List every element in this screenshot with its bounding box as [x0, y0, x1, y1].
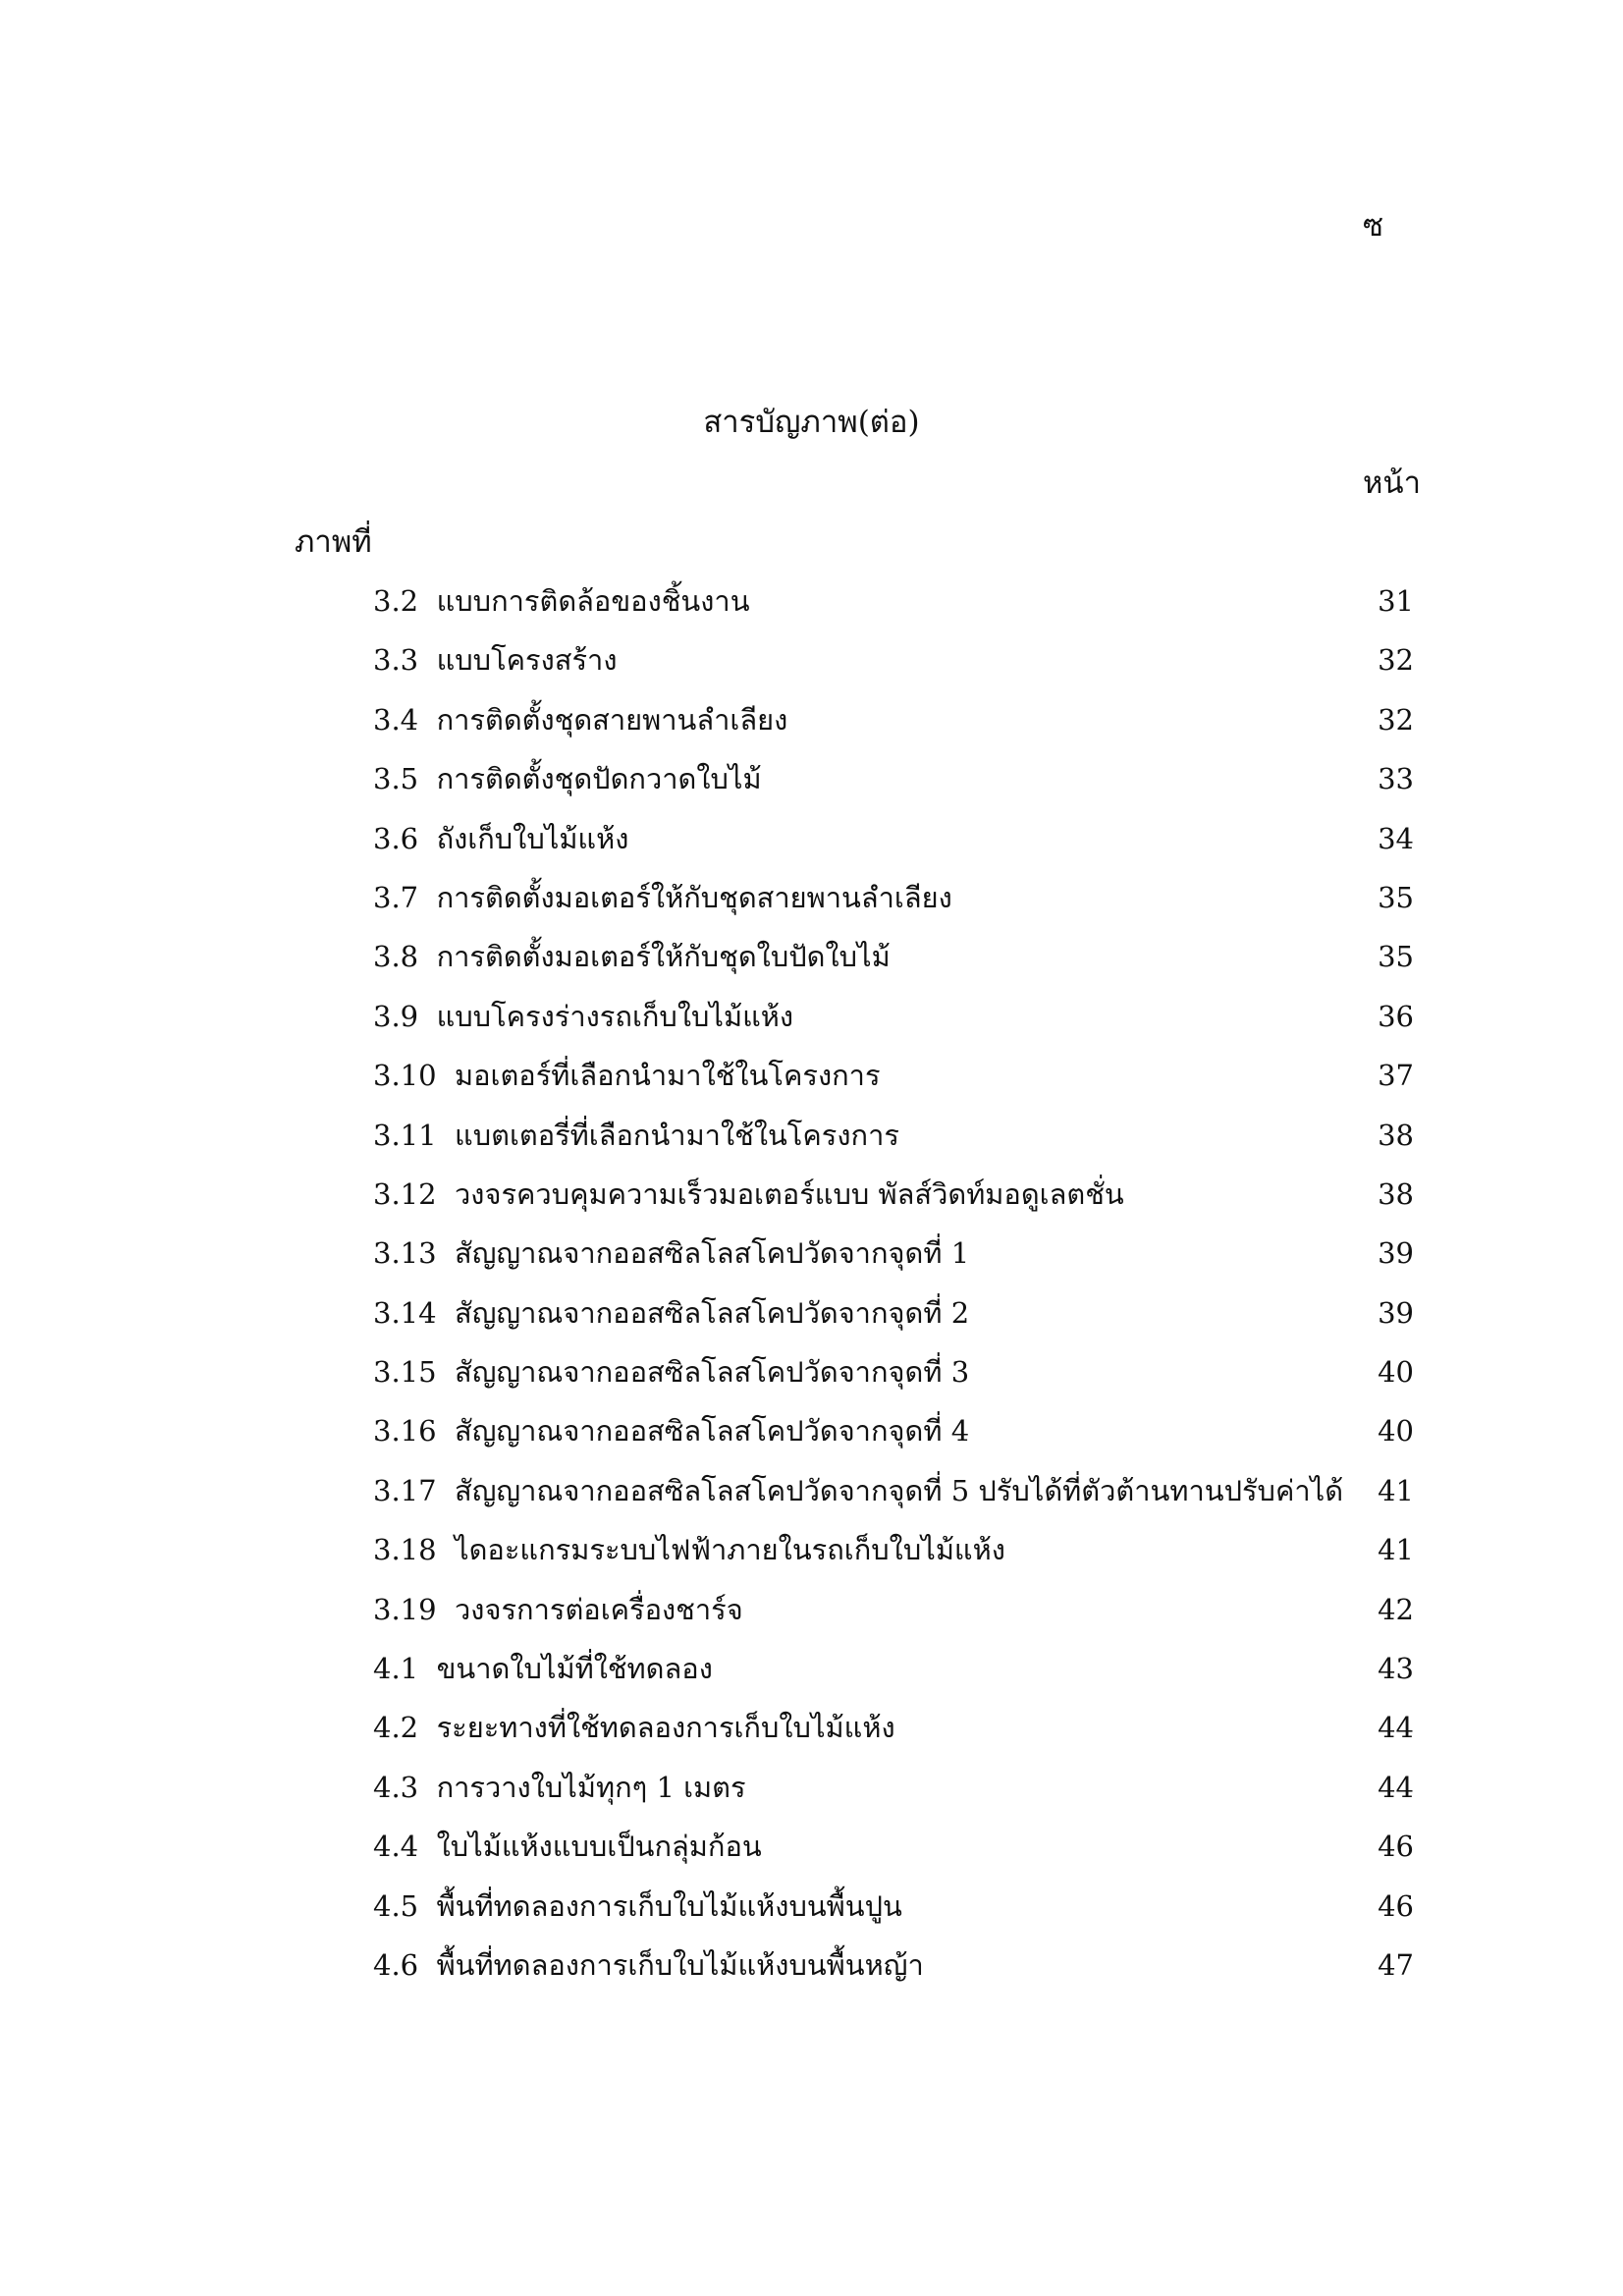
list-item: [373, 1708, 1414, 1767]
page-ref: 44: [1378, 1711, 1414, 1745]
figure-title: ถังเก็บใบไม้แห้ง: [436, 821, 629, 855]
page-ref: 44: [1378, 1770, 1414, 1804]
figure-list: [373, 581, 1414, 2004]
page-ref: 39: [1378, 1295, 1414, 1330]
page-ref: 46: [1378, 1830, 1414, 1864]
figure-title: สัญญาณจากออสซิลโลสโคปวัดจากจุดที่ 1: [455, 1236, 970, 1271]
figure-column-header: ภาพที่: [295, 524, 372, 560]
figure-number: 3.10: [373, 1059, 456, 1093]
list-item: [373, 1827, 1414, 1886]
figure-number: 4.3: [373, 1770, 437, 1804]
figure-number: 3.19: [373, 1592, 456, 1626]
figure-title: พื้นที่ทดลองการเก็บใบไม้แห้งบนพื้นหญ้า: [436, 1947, 924, 1982]
page-ref: 37: [1378, 1059, 1414, 1093]
figure-title: การติดตั้งชุดปัดกวาดใบไม้: [436, 762, 762, 796]
list-item: [373, 759, 1414, 818]
figure-title: การติดตั้งมอเตอร์ให้กับชุดใบปัดใบไม้: [436, 940, 891, 974]
figure-number: 3.8: [373, 940, 437, 974]
page-ref: 39: [1378, 1236, 1414, 1271]
list-item: [373, 878, 1414, 937]
list-item: [373, 1411, 1414, 1470]
figure-number: 3.2: [373, 584, 437, 618]
page-ref: 35: [1378, 940, 1414, 974]
list-item: [373, 1590, 1414, 1649]
figure-number: 3.18: [373, 1533, 456, 1567]
page-title: สารบัญภาพ(ต่อ): [703, 405, 920, 440]
figure-number: 4.1: [373, 1652, 437, 1686]
figure-title: มอเตอร์ที่เลือกนำมาใช้ในโครงการ: [455, 1059, 881, 1093]
page-column-header: หน้า: [1362, 465, 1421, 501]
figure-number: 3.15: [373, 1355, 456, 1390]
page-ref: 34: [1378, 821, 1414, 855]
page-ref: 36: [1378, 999, 1414, 1033]
figure-number: 3.7: [373, 880, 437, 914]
list-item: [373, 581, 1414, 640]
figure-title: ไดอะแกรมระบบไฟฟ้าภายในรถเก็บใบไม้แห้ง: [455, 1533, 1005, 1567]
figure-title: ใบไม้แห้งแบบเป็นกลุ่มก้อน: [436, 1830, 762, 1864]
page-number: ซ: [1363, 208, 1384, 244]
figure-title: สัญญาณจากออสซิลโลสโคปวัดจากจุดที่ 5 ปรับได้ที่ตัวต้านทานปรับค่าได้: [455, 1473, 1344, 1507]
figure-number: 3.4: [373, 702, 437, 737]
list-item: [373, 1530, 1414, 1589]
list-item: [373, 819, 1414, 878]
list-item: [373, 1768, 1414, 1827]
figure-title: ระยะทางที่ใช้ทดลองการเก็บใบไม้แห้ง: [436, 1711, 895, 1745]
list-item: [373, 1886, 1414, 1945]
list-item: [373, 640, 1414, 699]
figure-number: 4.4: [373, 1830, 437, 1864]
figure-number: 3.3: [373, 643, 437, 678]
list-item: [373, 937, 1414, 996]
list-item: [373, 1352, 1414, 1411]
page-ref: 40: [1378, 1355, 1414, 1390]
figure-number: 3.12: [373, 1176, 456, 1211]
figure-title: แบบโครงร่างรถเก็บใบไม้แห้ง: [436, 999, 794, 1033]
page-ref: 33: [1378, 762, 1414, 796]
list-item: [373, 1945, 1414, 2004]
figure-title: สัญญาณจากออสซิลโลสโคปวัดจากจุดที่ 2: [455, 1295, 970, 1330]
figure-number: 3.9: [373, 999, 437, 1033]
page-ref: 32: [1378, 643, 1414, 678]
figure-title: ขนาดใบไม้ที่ใช้ทดลอง: [436, 1652, 713, 1686]
figure-title: การติดตั้งชุดสายพานลำเลียง: [436, 702, 788, 737]
list-item: [373, 1056, 1414, 1115]
figure-title: สัญญาณจากออสซิลโลสโคปวัดจากจุดที่ 3: [455, 1355, 970, 1390]
list-item: [373, 1649, 1414, 1708]
list-item: [373, 1233, 1414, 1292]
list-item: [373, 997, 1414, 1056]
page-ref: 38: [1378, 1176, 1414, 1211]
page-ref: 35: [1378, 880, 1414, 914]
figure-number: 3.17: [373, 1473, 456, 1507]
page-ref: 32: [1378, 702, 1414, 737]
list-item: [373, 1116, 1414, 1175]
page-ref: 46: [1378, 1888, 1414, 1923]
list-item: [373, 700, 1414, 759]
figure-number: 3.5: [373, 762, 437, 796]
figure-title: วงจรควบคุมความเร็วมอเตอร์แบบ พัลส์วิดท์มอดูเลตชั่น: [455, 1176, 1124, 1211]
figure-number: 4.5: [373, 1888, 437, 1923]
figure-title: การวางใบไม้ทุกๆ 1 เมตร: [436, 1770, 746, 1804]
page-ref: 43: [1378, 1652, 1414, 1686]
figure-number: 4.6: [373, 1947, 437, 1982]
list-item: [373, 1471, 1414, 1530]
page-ref: 40: [1378, 1414, 1414, 1449]
figure-title: แบบการติดล้อของชิ้นงาน: [436, 584, 750, 618]
figure-number: 4.2: [373, 1711, 437, 1745]
figure-title: วงจรการต่อเครื่องชาร์จ: [455, 1592, 743, 1626]
figure-number: 3.6: [373, 821, 437, 855]
page-ref: 41: [1378, 1473, 1414, 1507]
page-ref: 41: [1378, 1533, 1414, 1567]
figure-title: แบบโครงสร้าง: [436, 643, 618, 678]
figure-number: 3.11: [373, 1118, 456, 1152]
list-item: [373, 1175, 1414, 1233]
figure-title: สัญญาณจากออสซิลโลสโคปวัดจากจุดที่ 4: [455, 1414, 970, 1449]
figure-number: 3.16: [373, 1414, 456, 1449]
figure-number: 3.14: [373, 1295, 456, 1330]
figure-title: การติดตั้งมอเตอร์ให้กับชุดสายพานลำเลียง: [436, 880, 952, 914]
list-item: [373, 1293, 1414, 1352]
page-ref: 31: [1378, 584, 1414, 618]
page-ref: 42: [1378, 1592, 1414, 1626]
page-ref: 38: [1378, 1118, 1414, 1152]
figure-title: พื้นที่ทดลองการเก็บใบไม้แห้งบนพื้นปูน: [436, 1888, 902, 1923]
figure-number: 3.13: [373, 1236, 456, 1271]
page-ref: 47: [1378, 1947, 1414, 1982]
figure-title: แบตเตอรี่ที่เลือกนำมาใช้ในโครงการ: [455, 1118, 899, 1152]
